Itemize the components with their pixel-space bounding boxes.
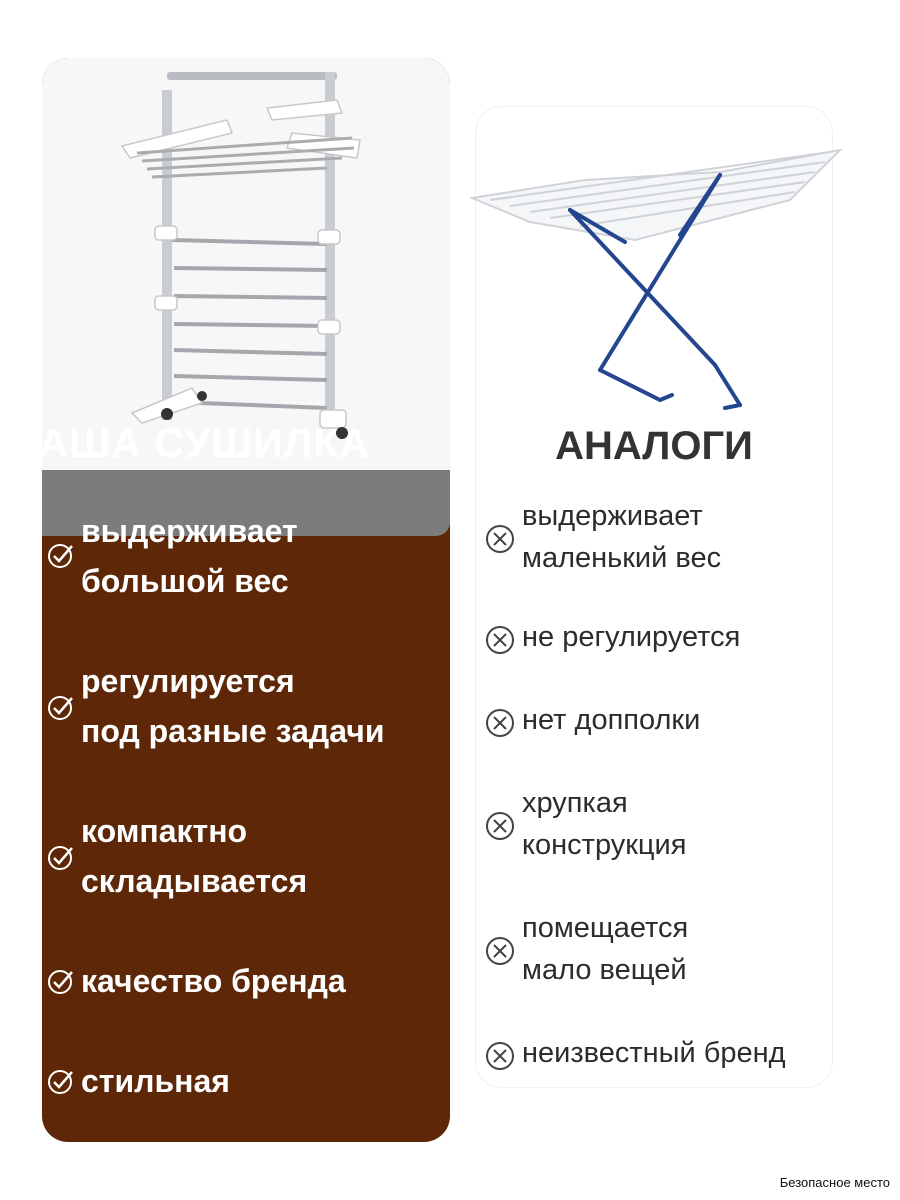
check-circle-icon: [46, 540, 76, 570]
x-circle-icon: [484, 707, 516, 739]
pro-item-line1: компактно: [81, 813, 248, 849]
check-circle-icon: [46, 842, 76, 872]
con-item-line1: неизвестный бренд: [522, 1037, 786, 1069]
con-item-line2: маленький вес: [522, 542, 722, 574]
con-item: [484, 495, 844, 579]
pro-item: [46, 656, 446, 756]
pro-item-line1: регулируется: [81, 663, 295, 699]
con-item: [484, 699, 844, 741]
pro-item-line1: выдерживает: [81, 513, 298, 549]
check-circle-icon: [46, 692, 76, 722]
con-item: [484, 907, 844, 991]
winged-drying-rack-illustration: [470, 130, 850, 420]
con-item-line1: помещается: [522, 912, 689, 944]
footer-caption: Безопасное место: [779, 1175, 890, 1190]
pro-item: [46, 1056, 446, 1106]
pro-item-line2: складывается: [81, 863, 308, 899]
con-item-line2: мало вещей: [522, 954, 687, 986]
x-circle-icon: [484, 1040, 516, 1072]
our-product-title: НАША СУШИЛКА: [8, 420, 371, 466]
check-circle-icon: [46, 1066, 76, 1096]
x-circle-icon: [484, 523, 516, 555]
pro-item-line2: под разные задачи: [81, 713, 385, 749]
x-circle-icon: [484, 624, 516, 656]
x-circle-icon: [484, 935, 516, 967]
pro-item: [46, 956, 446, 1006]
con-item: [484, 1032, 844, 1074]
tiered-drying-rack-illustration: [42, 58, 450, 476]
product-photo-tiered-rack: [42, 58, 450, 476]
pro-item: [46, 806, 446, 906]
pro-item-line1: качество бренда: [81, 963, 346, 999]
con-item-line1: хрупкая: [522, 787, 628, 819]
con-item-line1: не регулируется: [522, 621, 741, 653]
con-item: [484, 616, 844, 658]
con-item-line2: конструкция: [522, 829, 687, 861]
check-circle-icon: [46, 966, 76, 996]
con-item: [484, 782, 844, 866]
x-circle-icon: [484, 810, 516, 842]
pro-item: [46, 506, 446, 606]
pro-item-line1: стильная: [81, 1063, 230, 1099]
con-item-line1: нет допполки: [522, 704, 701, 736]
pro-item-line2: большой вес: [81, 563, 289, 599]
con-item-line1: выдерживает: [522, 500, 703, 532]
analogs-title: АНАЛОГИ: [555, 424, 753, 468]
